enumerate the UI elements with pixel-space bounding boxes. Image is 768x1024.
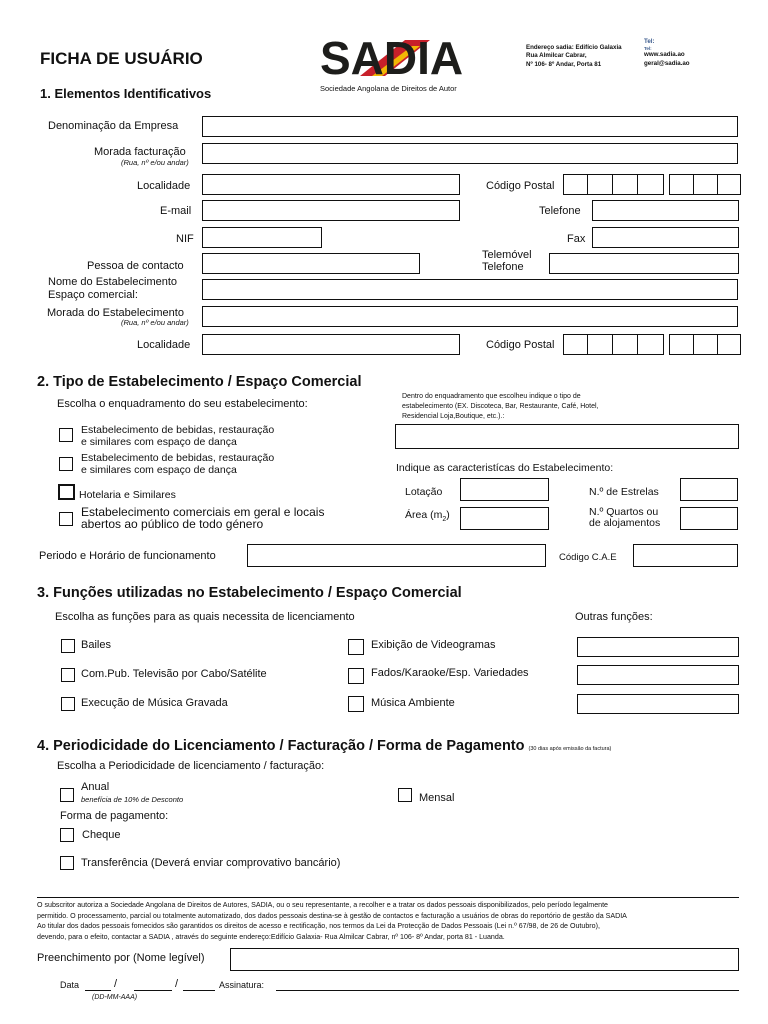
date-year-field[interactable] <box>183 990 215 991</box>
billing-address-hint: (Rua, nº e/ou andar) <box>121 158 189 167</box>
contact-person-label: Pessoa de contacto <box>87 260 184 272</box>
f3-label: Execução de Música Gravada <box>81 697 228 709</box>
f1-label: Bailes <box>81 639 111 651</box>
billing-address-label: Morada facturação <box>94 146 186 158</box>
mobile-field[interactable] <box>549 253 739 274</box>
phone-field[interactable] <box>592 200 739 221</box>
rooms-label-1: N.º Quartos ou <box>589 506 659 518</box>
area-label-sub: 2 <box>442 516 447 524</box>
cae-field[interactable] <box>633 544 738 567</box>
cheque-label: Cheque <box>82 829 121 841</box>
f6-checkbox[interactable] <box>348 696 364 712</box>
f4-label: Exibição de Videogramas <box>371 639 496 651</box>
f1-checkbox[interactable] <box>61 639 75 653</box>
estab-name-field[interactable] <box>202 279 738 300</box>
cheque-checkbox[interactable] <box>60 828 74 842</box>
postal-code-label: Código Postal <box>486 180 555 192</box>
rooms-label <box>589 507 660 529</box>
date-day-field[interactable] <box>85 990 111 991</box>
mobile-label-2: Telefone <box>482 261 524 273</box>
annual-label: Anual <box>81 781 110 793</box>
section3-heading: 3. Funções utilizadas no Estabelecimento / Espaço Comercial <box>37 585 462 601</box>
date-label: Data <box>60 980 80 990</box>
f4-checkbox[interactable] <box>348 639 364 655</box>
contact-email[interactable]: geral@sadia.ao <box>644 59 690 67</box>
option2-label-b: e similares com espaço de dança <box>81 464 237 476</box>
option4-label-b: abertos ao público de todo género <box>81 516 264 531</box>
hours-label: Periodo e Horário de funcionamento <box>39 550 216 562</box>
address-line-3: Nº 106- 8º Andar, Porta 81 <box>526 60 602 68</box>
transfer-label: Transferência (Deverá enviar comprovativo bancário) <box>81 857 341 869</box>
filled-by-field[interactable] <box>230 948 739 971</box>
estab-address-field[interactable] <box>202 306 738 327</box>
other-function-field-3[interactable] <box>577 694 739 714</box>
cae-label: Código C.A.E <box>559 552 617 563</box>
other-function-field-2[interactable] <box>577 665 739 685</box>
f5-checkbox[interactable] <box>348 668 364 684</box>
address-line-1: Endereço sadia: Edifício Galaxia <box>526 44 622 51</box>
option3-label: Hotelaria e Similares <box>79 489 176 501</box>
rooms-label-2: de alojamentos <box>589 517 661 529</box>
option4-label-a: Estabelecimento comerciais em geral e locais <box>81 505 325 519</box>
filled-by-label: Preenchimento por (Nome legível) <box>37 952 205 964</box>
estab-name-label-2: Espaço comercial: <box>48 288 138 301</box>
area-field[interactable] <box>460 507 549 530</box>
form-title: FICHA DE USUÁRIO <box>40 49 203 68</box>
date-month-field[interactable] <box>134 990 172 991</box>
area-label-text: Área (m <box>405 509 443 521</box>
fax-label: Fax <box>567 233 586 245</box>
section4-choose: Escolha a Periodicidade de licenciamento / facturação: <box>57 760 325 772</box>
nif-field[interactable] <box>202 227 322 248</box>
estab-name-label-1: Nome do Estabelecimento <box>48 276 178 288</box>
postal-code2-label: Código Postal <box>486 339 555 351</box>
legal-line-4: devendo, para o efeito, contactar a SADIA , através do seguinte endereço:Edifício Galaxia- Rua Almilcar Cabrar, nº 106- 8º Andar, porta 81 - Luanda. <box>37 932 505 941</box>
address-line-2: Rua Almilcar Cabrar, <box>526 52 587 60</box>
locality-label: Localidade <box>137 180 191 192</box>
payment-label: Forma de pagamento: <box>60 810 169 822</box>
section4-heading <box>37 738 611 754</box>
company-name-label: Denominação da Empresa <box>48 120 179 132</box>
header-address <box>526 44 622 69</box>
option3-checkbox[interactable] <box>58 484 75 500</box>
option2-label <box>81 452 274 476</box>
date-slash-2: / <box>175 978 179 990</box>
footer-divider <box>37 897 739 898</box>
area-label <box>405 509 450 523</box>
section2-hint <box>402 392 599 421</box>
section2-choose: Escolha o enquadramento do seu estabelecimento: <box>57 398 308 410</box>
header-contacts <box>644 38 690 68</box>
section2-hint-3: Residencial Loja,Boutique, etc.).: <box>402 412 505 420</box>
capacity-label: Lotação <box>405 486 443 498</box>
legal-line-1: O subscritor autoriza a Sociedade Angolana de Direitos de Autores, SADIA, ou o seu representante, a recolher e a tratar os dados pessoais disponibilizados, pelo período legalmente <box>37 901 608 909</box>
monthly-label: Mensal <box>419 792 455 804</box>
f5-label: Fados/Karaoke/Esp. Variedades <box>371 667 529 679</box>
legal-line-3: Ao titular dos dados pessoais fornecidos são garantidos os direitos de acesso e rectificação, nos termos da Lei da Protecção de Dados Pessoais (Lei n.º 67/98, de 26 de Outubro), <box>37 922 600 930</box>
option1-checkbox[interactable] <box>59 428 73 442</box>
legal-line-2: permitido. O processamento, parcial ou totalmente automatizado, dos dados pessoais destina-se à gestão de contactos e facturação a usuários de obras do reportório de gestão da SADIA <box>37 911 627 920</box>
date-slash-1: / <box>114 978 118 990</box>
option2-label-a: Estabelecimento de bebidas, restauração <box>81 452 275 464</box>
annual-checkbox[interactable] <box>60 788 74 802</box>
transfer-checkbox[interactable] <box>60 856 74 870</box>
tel-small: Tel: <box>644 46 652 52</box>
mobile-label <box>482 249 532 273</box>
annual-note: benefícia de 10% de Desconto <box>81 795 184 804</box>
stars-field[interactable] <box>680 478 738 501</box>
section2-hint-2: estabelecimento (EX. Discoteca, Bar, Restaurante, Café, Hotel, <box>402 402 599 410</box>
f3-checkbox[interactable] <box>61 697 75 711</box>
option4-checkbox[interactable] <box>59 512 73 526</box>
other-functions-label: Outras funções: <box>575 611 653 623</box>
locality2-label: Localidade <box>137 339 191 351</box>
characteristics-label: Indique as caracteristícas do Estabelecimento: <box>396 462 614 474</box>
locality-field[interactable] <box>202 174 460 195</box>
option1-label-a: Estabelecimento de bebidas, restauração <box>81 424 275 436</box>
option4-label <box>81 507 324 530</box>
tel-label: Tel: <box>644 38 655 45</box>
monthly-checkbox[interactable] <box>398 788 412 802</box>
website[interactable]: www.sadia.ao <box>644 51 685 59</box>
rooms-field[interactable] <box>680 507 738 530</box>
f2-label: Com.Pub. Televisão por Cabo/Satélite <box>81 668 267 680</box>
f6-label: Música Ambiente <box>371 697 455 709</box>
estab-address-hint: (Rua, nº e/ou andar) <box>121 318 189 327</box>
option1-label <box>81 424 274 448</box>
section3-choose: Escolha as funções para as quais necessita de licenciamento <box>55 611 355 623</box>
email-label: E-mail <box>160 205 192 217</box>
estab-type-field[interactable] <box>395 424 739 449</box>
fax-field[interactable] <box>592 227 739 248</box>
postal-code2-field[interactable] <box>563 334 741 355</box>
logo-graphic <box>320 32 485 80</box>
section2-hint-1: Dentro do enquadramento que escolheu indique o tipo de <box>402 393 581 400</box>
logo-wordmark: SADIA <box>320 32 464 80</box>
email-field[interactable] <box>202 200 460 221</box>
hours-field[interactable] <box>247 544 546 567</box>
phone-label: Telefone <box>539 205 581 217</box>
legal-text <box>37 900 742 942</box>
section4-heading-note: (30 dias após emissão da factura) <box>528 746 612 752</box>
section4-heading-text: 4. Periodicidade do Licenciamento / Facturação / Forma de Pagamento <box>37 738 525 754</box>
logo-subtitle: Sociedade Angolana de Direitos de Autor <box>320 84 457 93</box>
signature-label: Assinatura: <box>219 980 265 990</box>
company-name-field[interactable] <box>202 116 738 137</box>
estab-name-label <box>48 276 177 301</box>
contact-person-field[interactable] <box>202 253 420 274</box>
sadia-logo <box>320 32 485 92</box>
mobile-label-1: Telemóvel <box>482 249 532 261</box>
section1-heading: 1. Elementos Identificativos <box>40 86 212 101</box>
option1-label-b: e similares com espaço de dança <box>81 436 237 448</box>
postal-code-field[interactable] <box>563 174 741 195</box>
estab-address-label: Morada do Estabelecimento <box>47 307 184 319</box>
f2-checkbox[interactable] <box>61 668 75 682</box>
stars-label: N.º de Estrelas <box>589 486 659 498</box>
option2-checkbox[interactable] <box>59 457 73 471</box>
area-label-close: ) <box>446 509 450 521</box>
capacity-field[interactable] <box>460 478 549 501</box>
section2-heading: 2. Tipo de Estabelecimento / Espaço Comercial <box>37 374 362 390</box>
locality2-field[interactable] <box>202 334 460 355</box>
signature-field[interactable] <box>276 990 739 991</box>
nif-label: NIF <box>176 233 194 245</box>
other-function-field-1[interactable] <box>577 637 739 657</box>
billing-address-field[interactable] <box>202 143 738 164</box>
date-format-hint: (DD-MM-AAA) <box>92 994 138 1001</box>
